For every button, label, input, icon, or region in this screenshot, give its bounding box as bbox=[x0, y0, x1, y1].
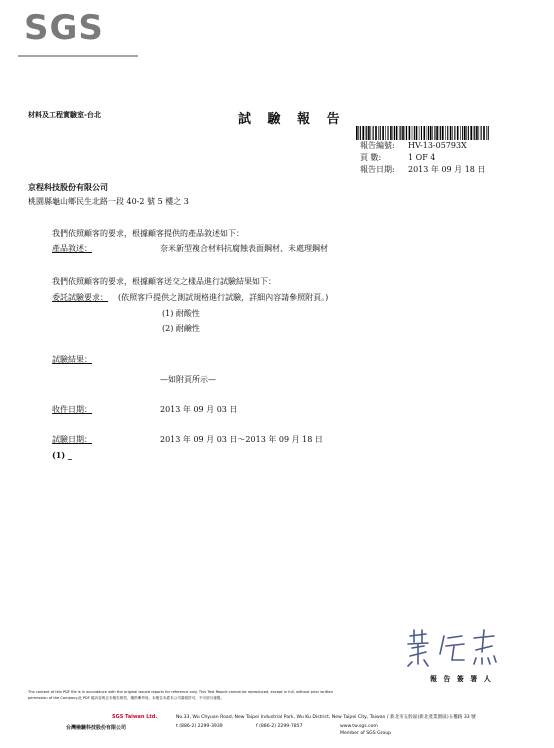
page-count-label: 頁 數: bbox=[360, 153, 382, 162]
test-date-range: 2013 年 09 月 03 日～2013 年 09 月 18 日 bbox=[160, 435, 323, 444]
handwritten-signature bbox=[404, 624, 500, 670]
product-description: 奈米新型複合材料抗腐蝕表面鋼材、未處理鋼材 bbox=[160, 244, 328, 253]
received-date: 2013 年 09 月 03 日 bbox=[160, 405, 238, 414]
company-name-en: SGS Taiwan Ltd. bbox=[112, 714, 158, 720]
member-of-group: Member of SGS Group bbox=[340, 731, 392, 736]
report-date-label: 報告日期: bbox=[360, 165, 395, 174]
page-count-row bbox=[360, 152, 435, 163]
company-phone: t (886-2) 2299-3939 bbox=[176, 724, 223, 729]
intro-product: 我們依照顧客的要求，根據顧客提供的產品敘述如下： bbox=[52, 229, 244, 238]
footer-disclaimer-en: The content of this PDF file is in accordance with the original issued reports for reference only. This Test Report cannot be reproduced, except in full, without prior written bbox=[28, 690, 333, 694]
page-count: 1 OF 4 bbox=[408, 153, 436, 162]
request-description: (依照客戶提供之測試規格進行試驗，詳細內容請參照附頁。) bbox=[118, 293, 329, 302]
report-number-row bbox=[360, 140, 467, 151]
test-item-2: (2) 耐鹼性 bbox=[162, 324, 200, 333]
company-website: www.tw.sgs.com bbox=[340, 724, 378, 729]
company-name-zh: 台灣檢驗科技股份有限公司 bbox=[66, 725, 127, 731]
lab-name: 材料及工程實驗室-台北 bbox=[28, 110, 101, 119]
request-label: 委託試驗要求： bbox=[52, 293, 108, 302]
received-date-label: 收件日期： bbox=[52, 405, 92, 414]
test-date-label: 試驗日期： bbox=[52, 435, 92, 444]
footnote-marker: (1) _ bbox=[52, 450, 72, 460]
report-date-row bbox=[360, 164, 485, 175]
company-address: No.33, Wu Chyuan Road, New Taipei Industrial Park, Wu Ku District, New Taipei City, Taiwan / 新北市五股區(新北產業園區)五權路 33 號 bbox=[176, 715, 476, 720]
report-title: 試 驗 報 告 bbox=[238, 112, 346, 127]
sgs-logo-text: SGS bbox=[24, 8, 104, 48]
company-fax: f (886-2) 2299-7857 bbox=[256, 724, 303, 729]
result-value: —如附頁所示— bbox=[160, 375, 216, 384]
report-date: 2013 年 09 月 18 日 bbox=[408, 165, 486, 174]
barcode bbox=[356, 126, 490, 140]
footer-disclaimer-zh: permission of the Company.此 PDF 檔內容與正本報告相符，僅供參考用。本報告未經本公司書面許可，不可部分複製。 bbox=[28, 696, 224, 700]
client-name: 京程科技股份有限公司 bbox=[28, 182, 108, 192]
test-item-1: (1) 耐酸性 bbox=[162, 309, 200, 318]
intro-results: 我們依照顧客的要求，根據顧客送交之樣品進行試驗結果如下： bbox=[52, 277, 276, 286]
result-label: 試驗結果： bbox=[52, 355, 92, 364]
signatory-label: 報 告 簽 署 人 bbox=[430, 674, 493, 683]
report-number-label: 報告編號: bbox=[360, 141, 395, 150]
product-label: 產品敘述： bbox=[52, 244, 92, 253]
client-address: 桃園縣龜山鄉民生北路一段 40-2 號 5 樓之 3 bbox=[28, 197, 189, 206]
report-number: HV-13-05793X bbox=[408, 141, 467, 150]
